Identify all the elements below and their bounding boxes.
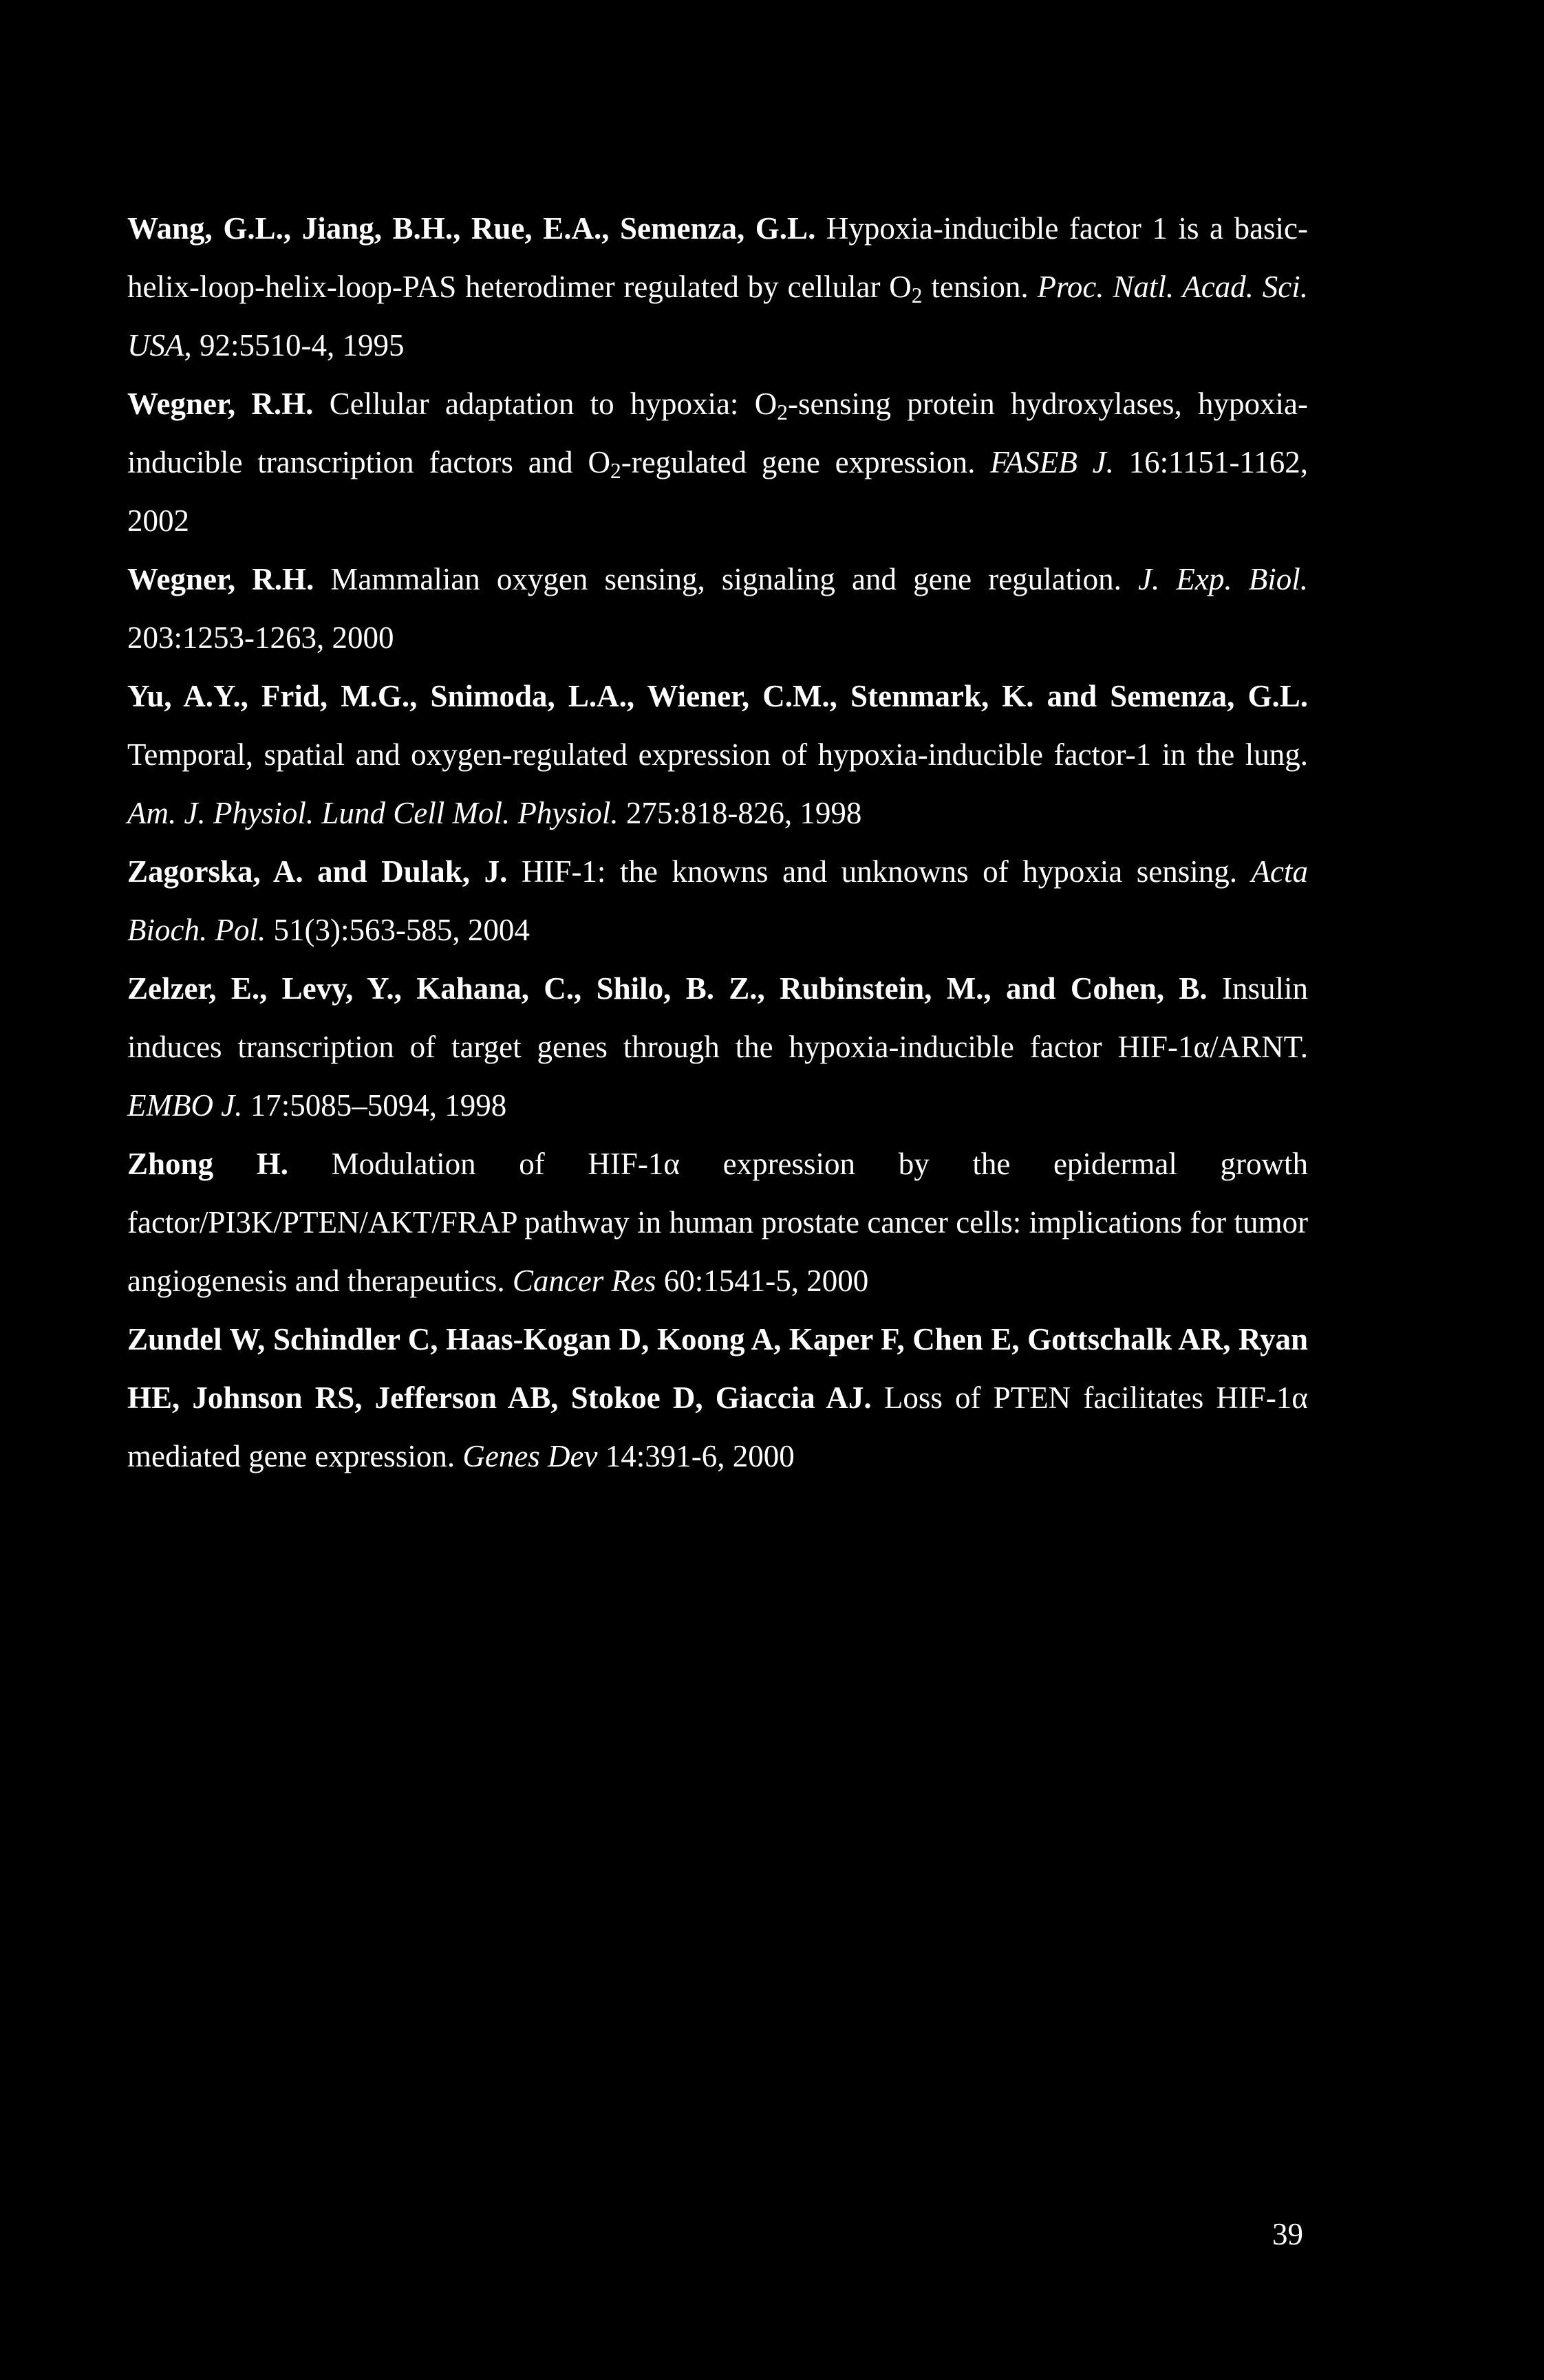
reference-entry	[127, 199, 1308, 375]
reference-entry	[127, 1310, 1308, 1486]
reference-authors: Zhong H.	[127, 1147, 288, 1181]
reference-citation: 203:1253-1263, 2000	[127, 620, 394, 655]
reference-authors: Yu, A.Y., Frid, M.G., Snimoda, L.A., Wiener, C.M., Stenmark, K. and Semenza, G.L.	[127, 679, 1308, 713]
reference-entry	[127, 960, 1308, 1135]
reference-citation: 51(3):563-585, 2004	[266, 913, 530, 947]
reference-entry	[127, 550, 1308, 667]
page-number: 39	[1272, 2217, 1303, 2251]
reference-authors: Zagorska, A. and Dulak, J.	[127, 854, 508, 889]
reference-entry	[127, 667, 1308, 843]
reference-authors: Wang, G.L., Jiang, B.H., Rue, E.A., Semenza, G.L.	[127, 211, 816, 246]
reference-citation: 16:1151-1162, 2002	[127, 445, 1309, 538]
reference-title: Insulin induces transcription of target genes through the hypoxia-inducible factor HIF-1α/ARNT.	[127, 971, 1308, 1064]
reference-title: Modulation of HIF-1α expression by the epidermal growth factor/PI3K/PTEN/AKT/FRAP pathway in human prostate cancer cells: implications for tumor angiogenesis and therapeutics.	[127, 1147, 1309, 1298]
reference-journal: Cancer Res	[512, 1264, 656, 1298]
reference-journal: EMBO J.	[127, 1088, 243, 1123]
reference-authors: Wegner, R.H.	[127, 562, 314, 596]
reference-journal: Am. J. Physiol. Lund Cell Mol. Physiol.	[127, 796, 619, 830]
reference-authors: Zundel W, Schindler C, Haas-Kogan D, Koong A, Kaper F, Chen E, Gottschalk AR, Ryan HE, Johnson RS, Jefferson AB, Stokoe D, Giaccia AJ.	[127, 1322, 1308, 1415]
reference-entry	[127, 375, 1308, 550]
reference-title: Hypoxia-inducible factor 1 is a basic-helix-loop-helix-loop-PAS heterodimer regulated by cellular $O_2$ tension.	[127, 211, 1309, 307]
reference-authors: Wegner, R.H.	[127, 387, 314, 421]
reference-citation: , 92:5510-4, 1995	[184, 328, 405, 363]
reference-citation: 14:391-6, 2000	[597, 1439, 795, 1473]
reference-journal: FASEB J.	[990, 445, 1114, 479]
reference-title: HIF-1: the knowns and unknowns of hypoxia sensing.	[521, 854, 1237, 889]
reference-citation: 275:818-826, 1998	[618, 796, 862, 830]
reference-title: Cellular adaptation to hypoxia: $O_2$-sensing protein hydroxylases, hypoxia-inducible transcription factors and $O_2$-regulated gene expression.	[127, 387, 1308, 483]
reference-authors: Zelzer, E., Levy, Y., Kahana, C., Shilo, B. Z., Rubinstein, M., and Cohen, B.	[127, 971, 1208, 1006]
reference-title: Loss of PTEN facilitates HIF-1α mediated gene expression.	[127, 1381, 1308, 1473]
reference-journal: Genes Dev	[462, 1439, 598, 1473]
reference-title: Mammalian oxygen sensing, signaling and gene regulation.	[330, 562, 1122, 596]
reference-entry	[127, 843, 1308, 960]
reference-journal: Proc. Natl. Acad. Sci. USA	[127, 270, 1308, 363]
reference-citation: 60:1541-5, 2000	[656, 1264, 869, 1298]
reference-title: Temporal, spatial and oxygen-regulated expression of hypoxia-inducible factor-1 in the lung.	[127, 737, 1308, 772]
reference-list	[127, 199, 1308, 1486]
reference-citation: 17:5085–5094, 1998	[242, 1088, 507, 1123]
reference-entry	[127, 1135, 1308, 1310]
reference-journal: Acta Bioch. Pol.	[127, 854, 1309, 947]
reference-journal: J. Exp. Biol.	[1138, 562, 1309, 596]
